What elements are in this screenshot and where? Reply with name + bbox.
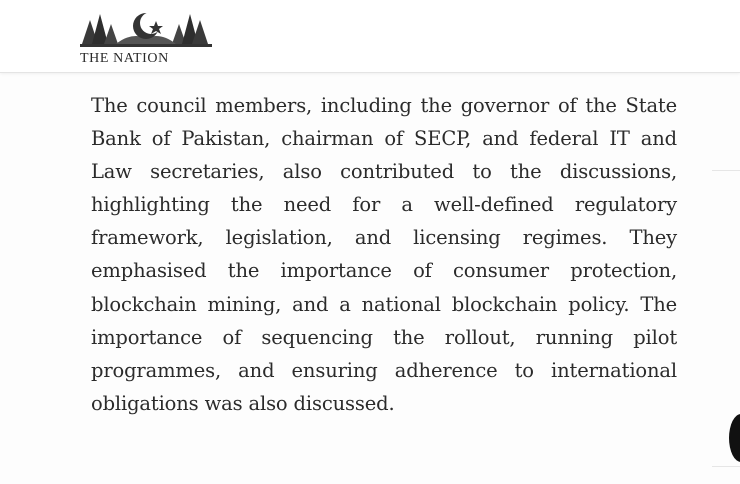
logo-wordmark: THE NATION <box>80 51 169 66</box>
nation-emblem-icon <box>76 8 216 50</box>
right-sidebar-divider <box>712 170 740 171</box>
right-sidebar-divider-lower <box>712 466 740 467</box>
site-logo[interactable] <box>76 8 216 66</box>
partial-avatar-icon <box>729 414 740 462</box>
site-header <box>0 0 740 73</box>
article-paragraph: The council members, including the governor of the State Bank of Pakistan, chairman of SECP, and federal IT and Law secretaries, also contributed to the discussions, highlighting the need for a well-defined regulatory framework, legislation, and licensing regimes. They emphasised the importance of consumer protection, blockchain mining, and a national blockchain policy. The importance of sequencing the rollout, running pilot programmes, and ensuring adherence to international obligations was also discussed. <box>91 94 677 415</box>
